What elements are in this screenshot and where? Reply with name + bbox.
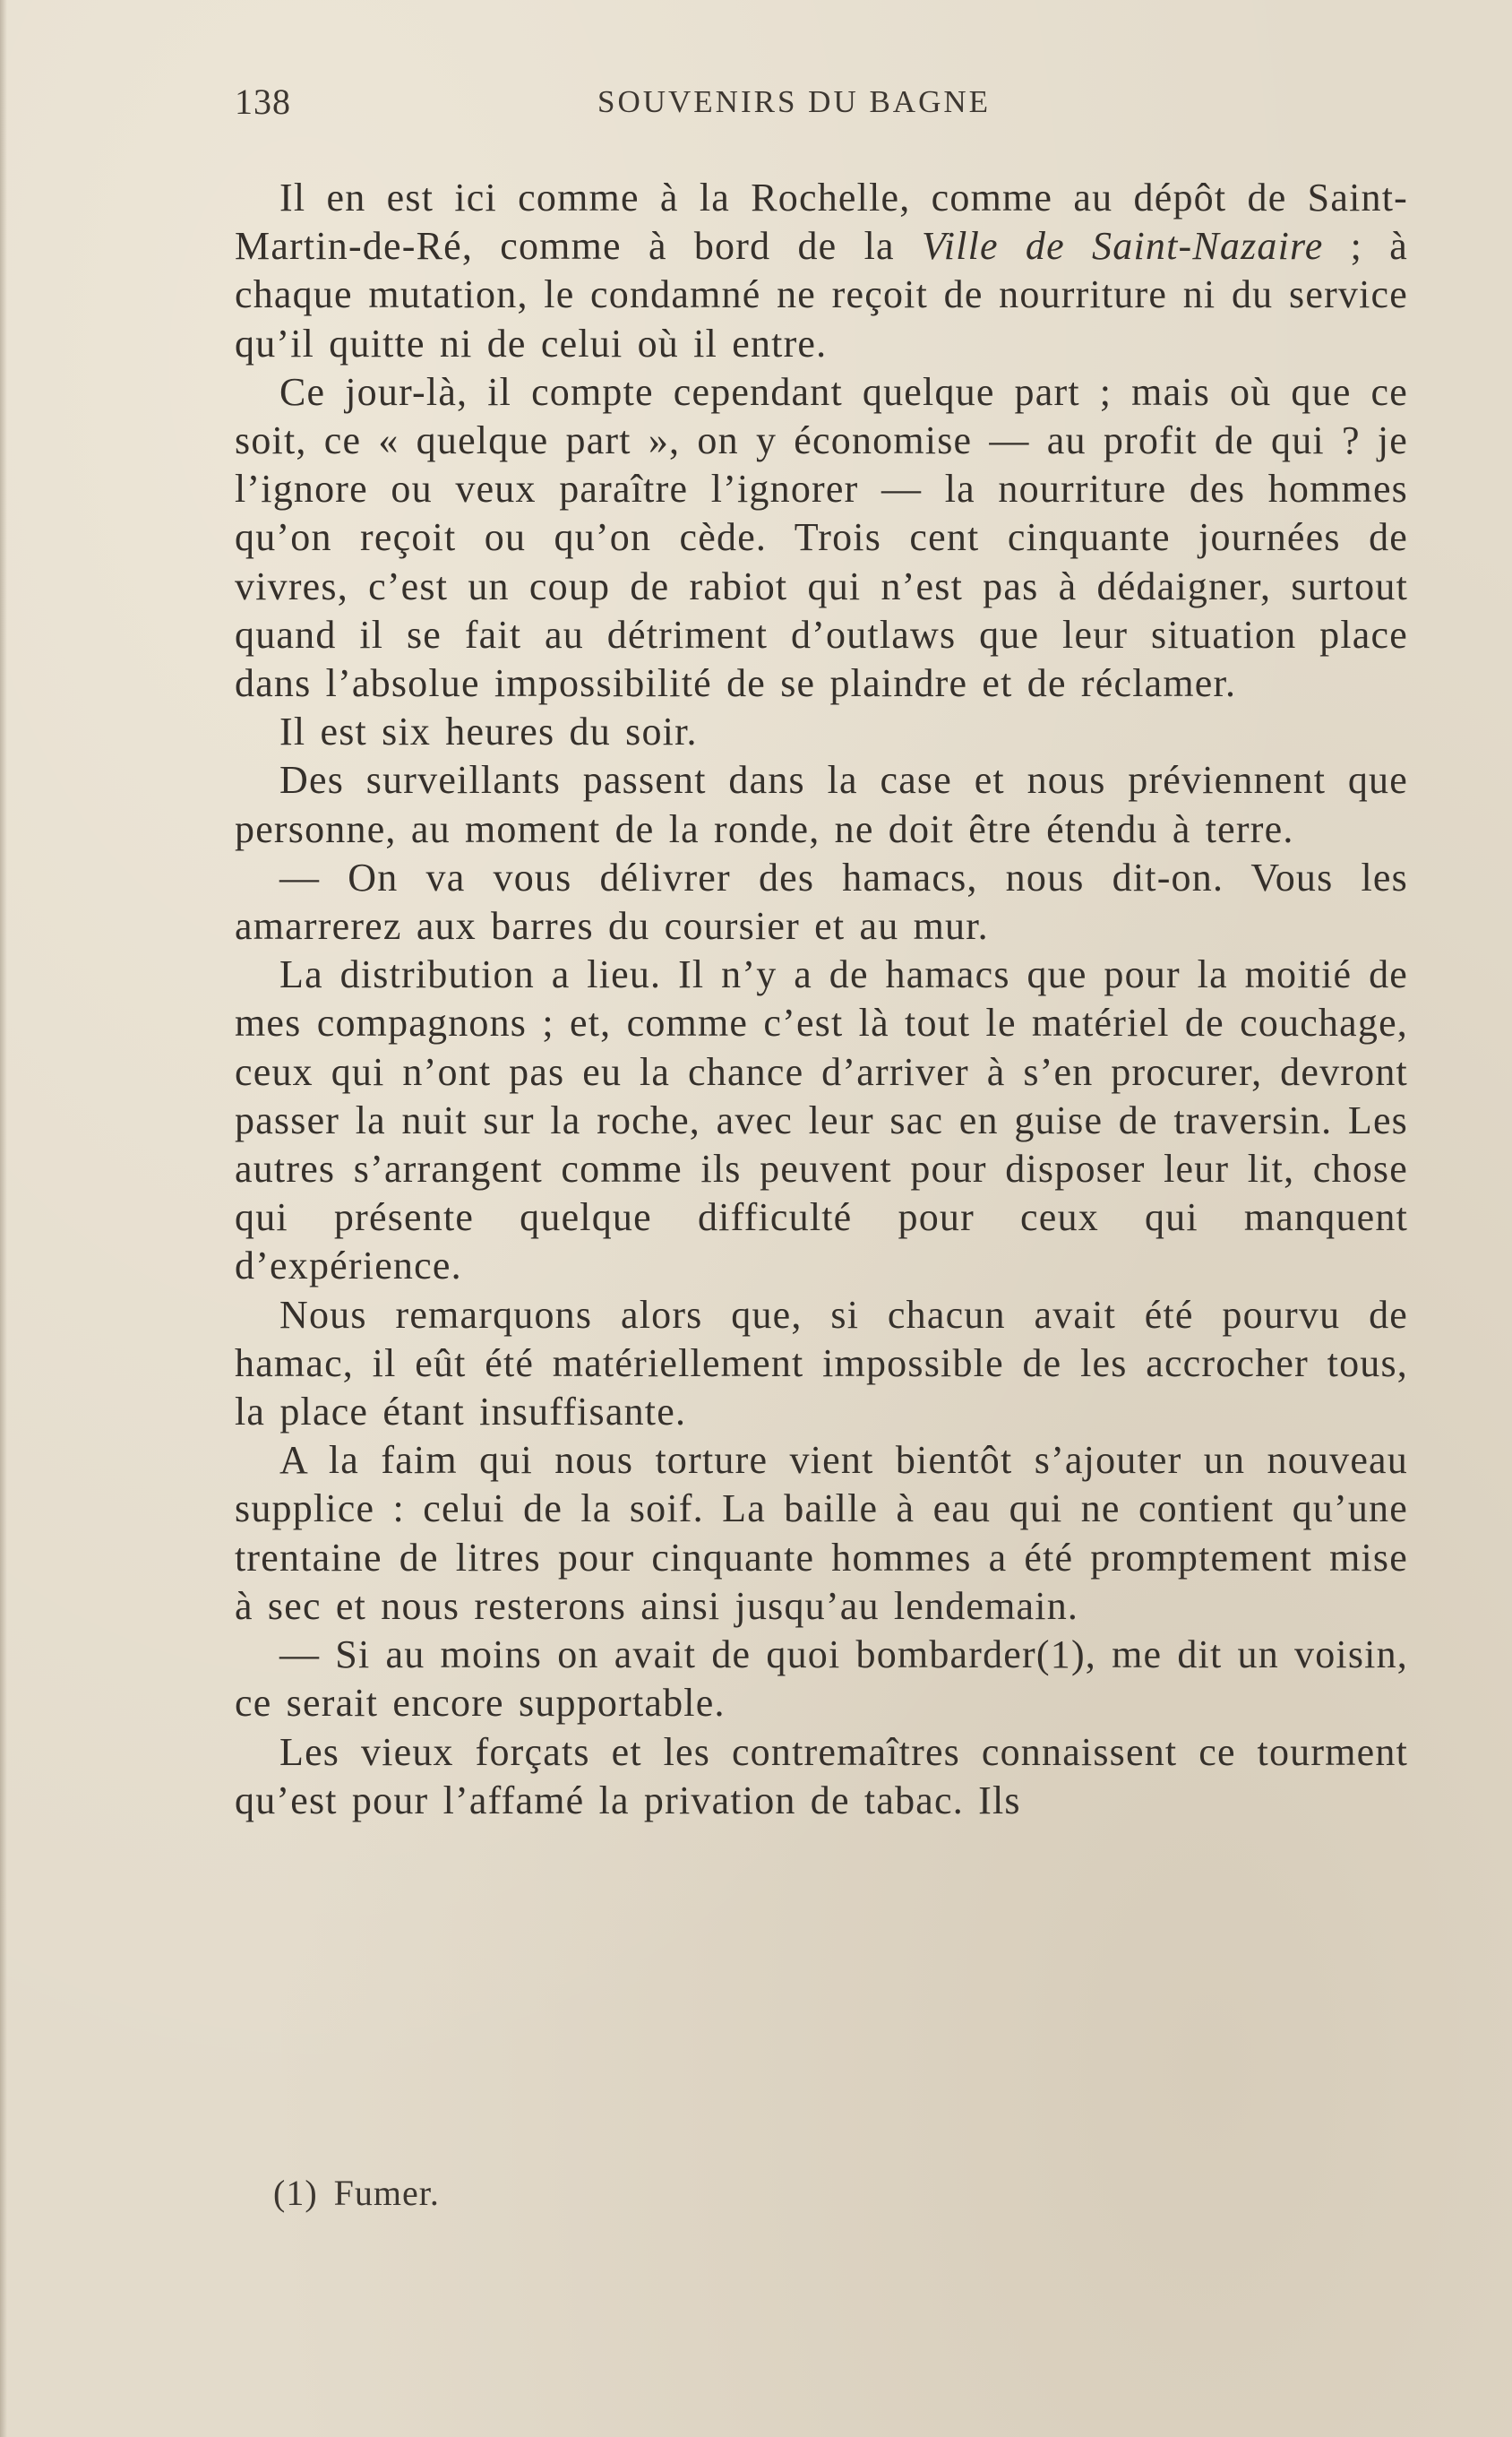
paragraph-1-text-b: ; à chaque mutation, le condamné ne reçoit de nourriture ni du service qu’il quitte ni de celui où il entre. (235, 224, 1408, 366)
paragraph-7: Nous remarquons alors que, si chacun avait été pourvu de hamac, il eût été matériellement impossible de les accrocher tous, la place étant insuffisante. (235, 1292, 1408, 1434)
paragraph-10: Les vieux forçats et les contremaîtres connaissent ce tourment qu’est pour l’affamé la privation de tabac. Ils (235, 1729, 1408, 1822)
running-title: SOUVENIRS DU BAGNE (597, 84, 992, 119)
footnote-mark: (1) (273, 2173, 318, 2213)
paragraph-8: A la faim qui nous torture vient bientôt s’ajouter un nouveau supplice : celui de la soif. La baille à eau qui ne contient qu’une trentaine de litres pour cinquante hommes a été promptement mise à sec et nous resterons ainsi jusqu’au lendemain. (235, 1438, 1408, 1628)
paragraph-6: La distribution a lieu. Il n’y a de hamacs que pour la moitié de mes compagnons ; et, comme c’est là tout le matériel de couchage, ceux qui n’ont pas eu la chance d’arriver à s’en procurer, devront passer la nuit sur la roche, avec leur sac en guise de traversin. Les autres s’arrangent comme ils peuvent pour disposer leur lit, chose qui présente quelque difficulté pour ceux qui manquent d’expérience. (235, 952, 1408, 1288)
body-text (235, 174, 1408, 1825)
footnote-text: Fumer. (333, 2173, 440, 2213)
page-number: 138 (235, 82, 291, 122)
paragraph-9: — Si au moins on avait de quoi bombarder(1), me dit un voisin, ce serait encore supportable. (235, 1632, 1408, 1726)
paragraph-1-text-a: Il en est ici comme à la Rochelle, comme au dépôt de Saint-Martin-de-Ré, comme à bord de la (235, 176, 1408, 269)
paragraph-3: Il est six heures du soir. (279, 710, 698, 754)
footnote (273, 2172, 440, 2214)
ship-name: Ville de Saint-Nazaire (921, 224, 1324, 269)
paragraph-5: — On va vous délivrer des hamacs, nous dit-on. Vous les amarrerez aux barres du coursier et au mur. (235, 855, 1408, 949)
paragraph-4: Des surveillants passent dans la case et nous préviennent que personne, au moment de la ronde, ne doit être étendu à terre. (235, 758, 1408, 851)
page-header (235, 81, 1408, 131)
paragraph-1 (235, 174, 1408, 368)
page-edge-shadow (0, 0, 7, 2437)
paragraph-2: Ce jour-là, il compte cependant quelque part ; mais où que ce soit, ce « quelque part », on y économise — au profit de qui ? je l’ignore ou veux paraître l’ignorer — la nourriture des hommes qu’on reçoit ou qu’on cède. Trois cent cinquante journées de vivres, c’est un coup de rabiot qui n’est pas à dédaigner, surtout quand il se fait au détriment d’outlaws que leur situation place dans l’absolue impossibilité de se plaindre et de réclamer. (235, 369, 1408, 706)
